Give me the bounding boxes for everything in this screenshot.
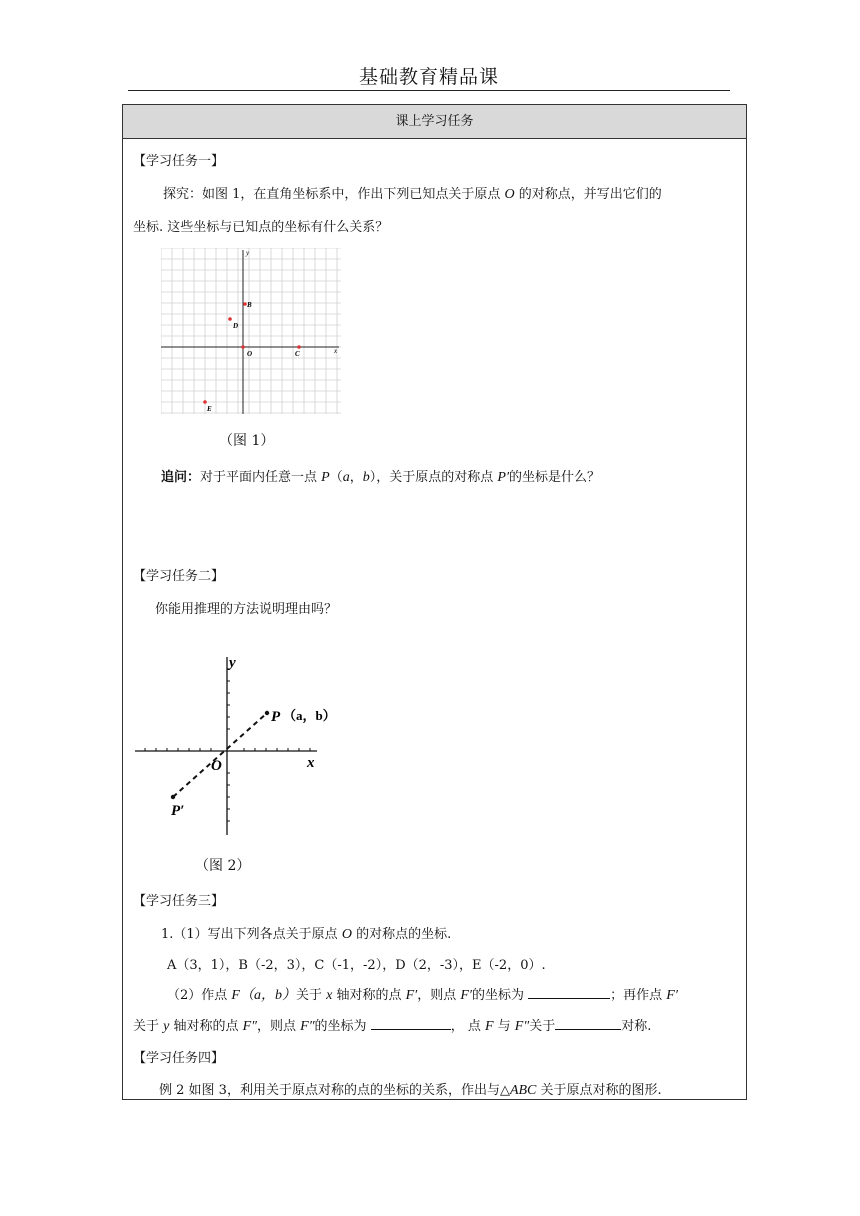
fig1-label-x: x bbox=[334, 347, 338, 355]
figure1-coordinate-grid bbox=[161, 248, 341, 414]
answer-blank-1[interactable] bbox=[528, 986, 610, 999]
task3-points: A（3，1），B（-2，3），C（-1，-2），D（2，-3），E（-2，0）. bbox=[167, 958, 546, 973]
fig1-label-b: B bbox=[247, 301, 252, 309]
fig2-label-p: P bbox=[271, 709, 281, 725]
fig1-label-d: D bbox=[233, 322, 239, 330]
fig1-label-c: C bbox=[295, 350, 300, 358]
task2-text: 你能用推理的方法说明理由吗？ bbox=[155, 602, 338, 617]
table-title: 课上学习任务 bbox=[123, 105, 746, 139]
page-header-title: 基础教育精品课 bbox=[358, 66, 499, 88]
answer-blank-2[interactable] bbox=[371, 1017, 451, 1030]
header-rule bbox=[128, 90, 730, 91]
fig1-label-e: E bbox=[207, 405, 212, 413]
fig2-label-p-coord: （a，b） bbox=[283, 708, 336, 723]
fig2-label-o: O bbox=[211, 758, 222, 774]
fig2-label-y: y bbox=[229, 655, 236, 671]
answer-blank-3[interactable] bbox=[555, 1017, 621, 1030]
fig2-label-p-prime: P′ bbox=[171, 803, 185, 819]
task2-heading: 【学习任务二】 bbox=[133, 569, 225, 584]
task3-q2: （2）作点 F（a，b）关于 x 轴对称的点 F′，则点 F′的坐标为 ；再作点 F′ bbox=[167, 988, 678, 1003]
task3-q3: 关于 y 轴对称的点 F″，则点 F″的坐标为 ， 点 F 与 F″关于 对称. bbox=[133, 1019, 652, 1034]
figure2-caption: （图 2） bbox=[195, 858, 251, 874]
task4-example: 例 2 如图 3，利用关于原点对称的点的坐标的关系，作出与△ABC 关于原点对称的图形. bbox=[159, 1083, 662, 1098]
task1-line2: 坐标. 这些坐标与已知点的坐标有什么关系？ bbox=[133, 220, 389, 235]
fig1-label-y: y bbox=[246, 249, 250, 257]
task1-question: 追问：对于平面内任意一点 P（a，b），关于原点的对称点 P′的坐标是什么？ bbox=[161, 470, 601, 485]
task3-heading: 【学习任务三】 bbox=[133, 894, 225, 909]
figure2-coordinate-diagram bbox=[131, 651, 361, 839]
figure1-caption: （图 1） bbox=[219, 433, 275, 449]
task1-line1: 探究：如图 1，在直角坐标系中，作出下列已知点关于原点 O 的对称点，并写出它们的 bbox=[163, 187, 662, 202]
task-table bbox=[122, 104, 747, 1100]
task1-heading: 【学习任务一】 bbox=[133, 154, 225, 169]
fig2-label-x: x bbox=[307, 755, 315, 771]
fig1-label-o: O bbox=[247, 350, 253, 358]
task3-q1: 1.（1）写出下列各点关于原点 O 的对称点的坐标. bbox=[161, 927, 452, 942]
task4-heading: 【学习任务四】 bbox=[133, 1051, 225, 1066]
